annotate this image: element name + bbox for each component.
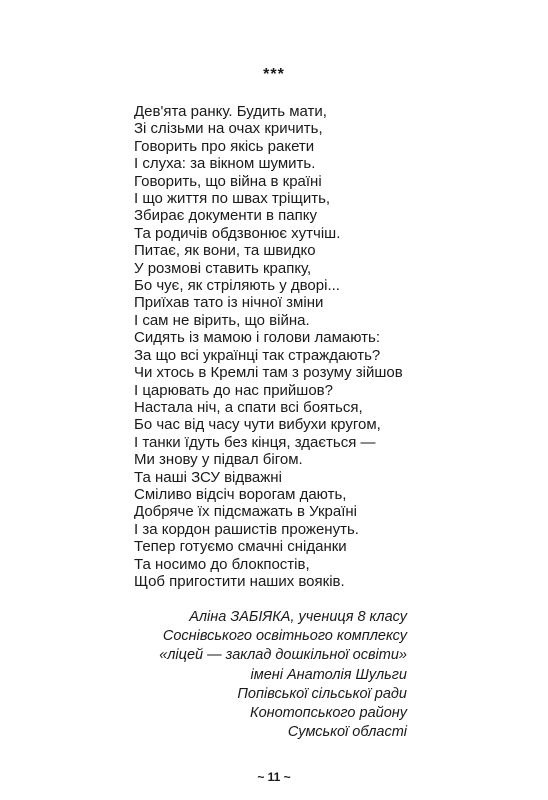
page-number: ~ 11 ~ bbox=[257, 770, 291, 784]
poem-line: І слуха: за вікном шумить. bbox=[134, 155, 316, 173]
signature-line: імені Анатолія Шульги bbox=[250, 666, 407, 683]
poem-line: І танки їдуть без кінця, здається — bbox=[134, 433, 376, 451]
signature-line: Сумської області bbox=[287, 724, 407, 741]
poem-text bbox=[134, 103, 434, 590]
poem-line: Чи хтось в Кремлі там з розуму зійшов bbox=[134, 364, 403, 382]
poem-line: Зі слізьми на очах кричить, bbox=[134, 120, 323, 138]
signature-line: Попівської сільської ради bbox=[237, 685, 407, 702]
signature-line: Соснівського освітнього комплексу bbox=[162, 628, 407, 645]
poem-line: І царювать до нас прийшов? bbox=[134, 381, 333, 399]
poem-line: Збирає документи в папку bbox=[134, 207, 318, 225]
poem-line: Настала ніч, а спати всі бояться, bbox=[134, 398, 363, 416]
poem-line: Щоб пригостити наших вояків. bbox=[134, 572, 345, 590]
poem-line: Ми знову у підвал бігом. bbox=[134, 451, 303, 469]
poem-line: За що всі українці так страждають? bbox=[134, 346, 381, 364]
signature-line: Конотопського району bbox=[250, 705, 407, 722]
poem-line: Дев'ята ранку. Будить мати, bbox=[134, 103, 327, 120]
poem-line: Сидять із мамою і голови ламають: bbox=[134, 329, 380, 347]
poem-heading: *** bbox=[263, 66, 285, 83]
author-signature bbox=[100, 608, 407, 742]
poem-line: Приїхав тато із нічної зміни bbox=[134, 294, 324, 312]
poem-line: Говорить, що війна в країні bbox=[134, 172, 322, 190]
poem-line: Бо чує, як стріляють у дворі... bbox=[134, 277, 340, 295]
poem-line: У розмові ставить крапку, bbox=[134, 259, 312, 277]
poem-line: І сам не вірить, що війна. bbox=[134, 311, 310, 329]
signature-line: Аліна ЗАБІЯКА, учениця 8 класу bbox=[189, 609, 407, 625]
poem-line: Бо час від часу чути вибухи кругом, bbox=[134, 416, 381, 434]
poem-line: І за кордон рашистів проженуть. bbox=[134, 520, 359, 538]
poem-line: Та родичів обдзвонює хутчіш. bbox=[134, 224, 341, 242]
poem-line: Добряче їх підсмажать в Україні bbox=[134, 503, 358, 521]
poem-line: Сміливо відсіч ворогам дають, bbox=[134, 485, 347, 503]
poem-line: Та носимо до блокпостів, bbox=[134, 555, 310, 573]
signature-line: «ліцей — заклад дошкільної освіти» bbox=[159, 647, 407, 664]
poem-line: Та наші ЗСУ відважні bbox=[134, 468, 282, 486]
poem-line: Тепер готуємо смачні сніданки bbox=[134, 538, 347, 556]
poem-line: Питає, як вони, та швидко bbox=[134, 242, 316, 260]
poem-line: І що життя по швах тріщить, bbox=[134, 190, 331, 208]
poem-line: Говорить про якісь ракети bbox=[134, 137, 315, 155]
